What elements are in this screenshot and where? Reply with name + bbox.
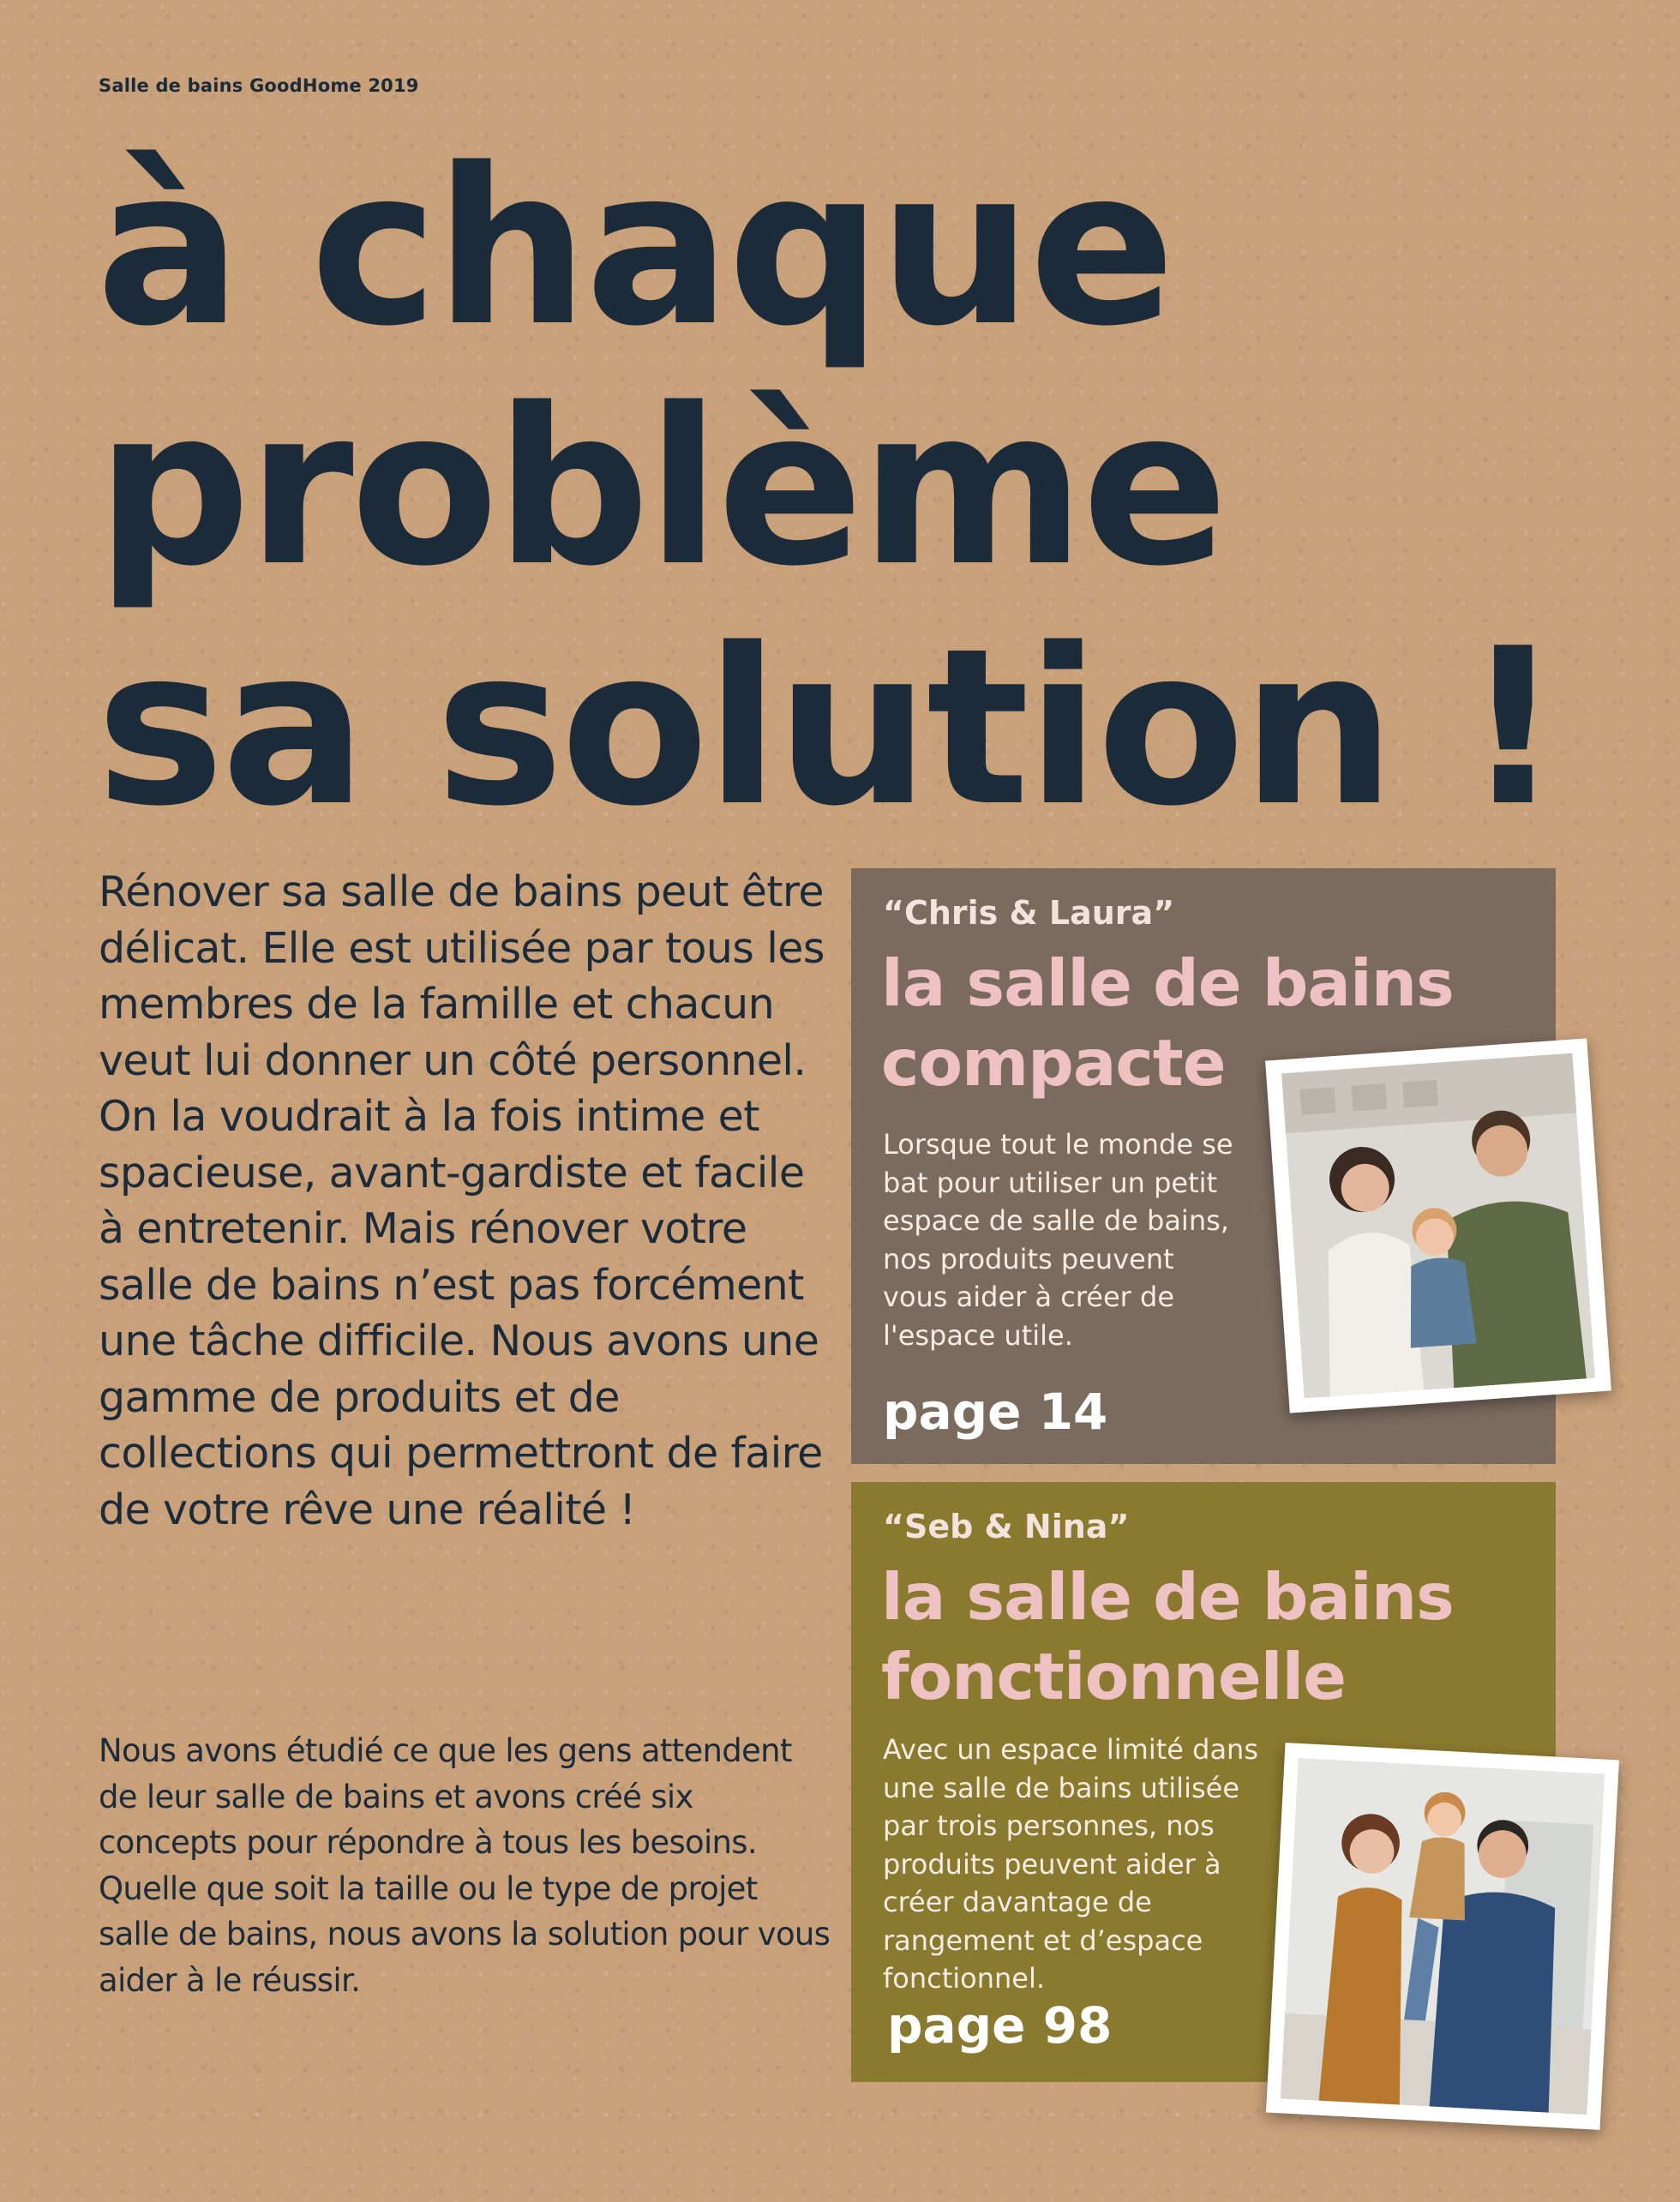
card-description: Avec un espace limité dans une salle de bains utilisée par trois personnes, nos produits peuvent aider à créer davantage de rangement et d’espace fonctionnel. bbox=[883, 1733, 1258, 1995]
card-title-line: la salle de bains bbox=[881, 1559, 1454, 1635]
card-quote: “Chris & Laura” bbox=[883, 894, 1175, 932]
headline-line: sa solution ! bbox=[96, 603, 1559, 854]
card-title bbox=[881, 1557, 1454, 1717]
card-description: Lorsque tout le monde se bat pour utiliser un petit espace de salle de bains, nos produits peuvent vous aider à créer de l'espace utile. bbox=[883, 1128, 1233, 1352]
running-head: Salle de bains GoodHome 2019 bbox=[99, 75, 419, 96]
page-headline bbox=[96, 123, 1596, 854]
family-photo-illustration bbox=[1280, 1053, 1597, 1398]
card-title-line: fonctionnelle bbox=[881, 1639, 1347, 1714]
family-photo-icon bbox=[1266, 1743, 1619, 2130]
card-title-line: compacte bbox=[881, 1025, 1226, 1101]
family-photo-icon bbox=[1265, 1038, 1611, 1413]
body-paragraph: Nous avons étudié ce que les gens attendent de leur salle de bains et avons créé six concepts pour répondre à tous les besoins. Quelle que soit la taille ou le type de projet salle de bains, nous avons la solution pour vous aider à le réussir. bbox=[99, 1732, 831, 1999]
page-reference[interactable]: page 14 bbox=[883, 1383, 1108, 1441]
card-title-line: la salle de bains bbox=[881, 945, 1454, 1021]
card-quote: “Seb & Nina” bbox=[883, 1508, 1130, 1545]
headline-line: à chaque bbox=[96, 123, 1173, 374]
headline-line: problème bbox=[96, 363, 1225, 614]
intro-paragraph: Rénover sa salle de bains peut être délicat. Elle est utilisée par tous les membres de la famille et chacun veut lui donner un côté personnel. On la voudrait à la fois intime et spacieuse, avant-gardiste et facile à entretenir. Mais rénover votre salle de bains n’est pas forcément une tâche difficile. Nous avons une gamme de produits et de collections qui permettront de faire de votre rêve une réalité ! bbox=[99, 867, 825, 1534]
family-photo-illustration bbox=[1281, 1757, 1605, 2115]
page-reference[interactable]: page 98 bbox=[887, 1996, 1113, 2055]
